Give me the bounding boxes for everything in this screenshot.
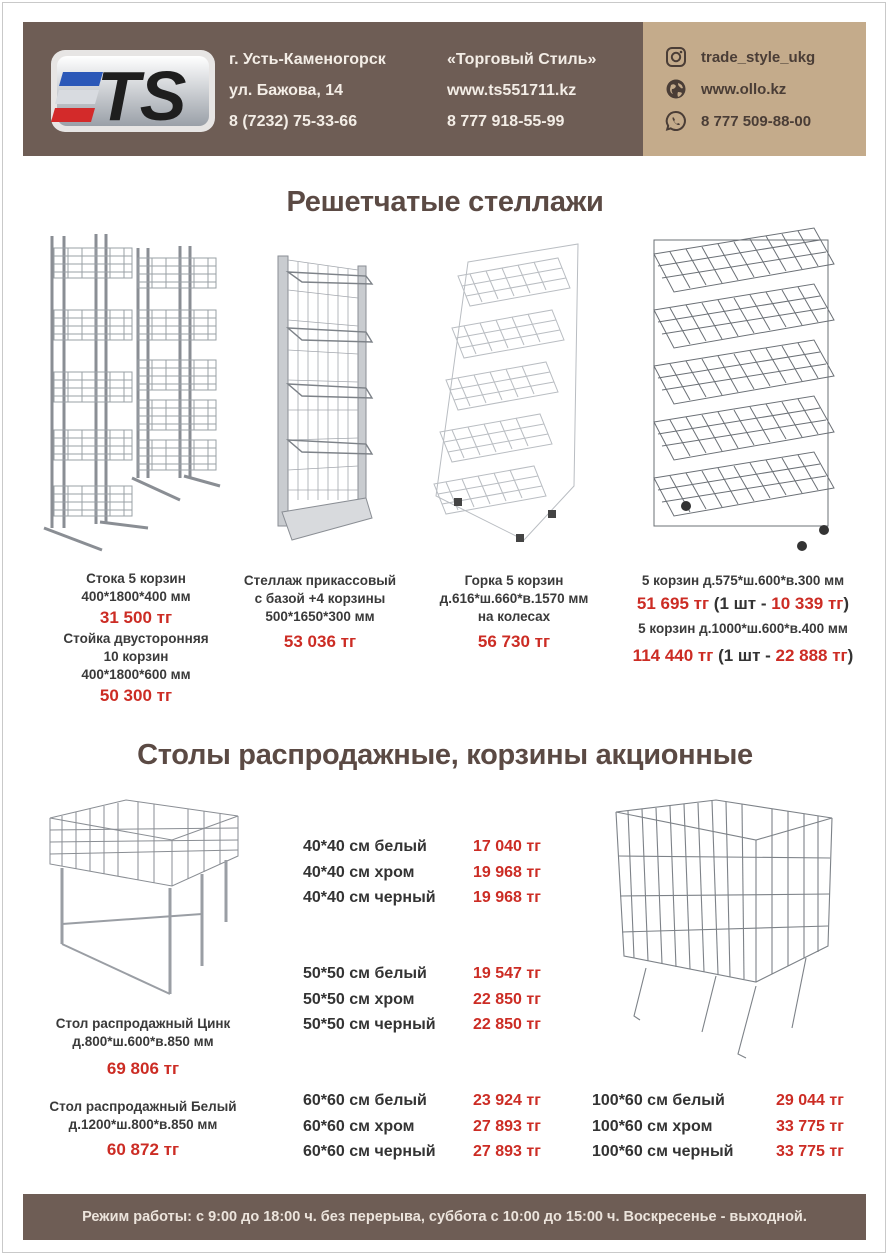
header [23, 22, 866, 156]
white-table-info [38, 1098, 248, 1162]
product-price: 69 806 тг [106, 1059, 180, 1078]
basket-hill-image [428, 236, 588, 548]
header-contacts [23, 22, 643, 156]
product-dims: д.1200*ш.800*в.850 мм [68, 1117, 218, 1132]
product-name: Стойка двусторонняя [63, 631, 209, 646]
product-price: 50 300 тг [99, 686, 173, 705]
site-link[interactable]: www.ollo.kz [701, 80, 787, 98]
chrome-baskets-image [646, 216, 842, 556]
product-price: 56 730 тг [477, 632, 551, 651]
phone-landline: 8 (7232) 75-33-66 [229, 113, 358, 130]
chrome-baskets-info [612, 572, 874, 668]
product-price-row: 51 695 тг (1 шт - 10 339 тг) [636, 594, 850, 613]
basket-price: 17 040 тг [473, 838, 541, 855]
basket-label: 40*40 см белый [303, 838, 427, 855]
basket-price: 29 044 тг [776, 1092, 844, 1109]
basket-price: 22 850 тг [473, 990, 541, 1008]
product-price: 51 695 тг [636, 594, 710, 613]
product-note: на колесах [477, 609, 551, 624]
stand-5-baskets-info [38, 570, 234, 708]
company-column [447, 44, 596, 137]
instagram-handle[interactable]: trade_style_ukg [701, 48, 816, 66]
product-price: 114 440 тг [632, 646, 714, 665]
product-price-row: 114 440 тг (1 шт - 22 888 тг) [632, 646, 854, 665]
product-price: 60 872 тг [106, 1140, 180, 1159]
basket-price: 22 850 тг [473, 1016, 541, 1033]
header-social [643, 22, 866, 156]
basket-price: 27 893 тг [473, 1143, 541, 1160]
product-name: с базой +4 корзины [254, 591, 386, 606]
city: г. Усть-Каменогорск [229, 51, 386, 68]
globe-icon [665, 78, 687, 100]
product-dims: д.800*ш.600*в.850 мм [72, 1034, 214, 1049]
product-name: Горка 5 корзин [464, 573, 564, 588]
ts-logo [47, 44, 219, 138]
basket-stands-image [40, 228, 230, 558]
basket-label: 60*60 см хром [303, 1117, 415, 1135]
basket-label: 100*60 см черный [592, 1143, 734, 1160]
product-name: Стол распродажный Цинк [55, 1016, 231, 1031]
basket-price: 33 775 тг [776, 1143, 844, 1160]
product-price: 31 500 тг [99, 608, 173, 627]
product-name: 10 корзин [103, 649, 169, 664]
unit-price: 22 888 тг [775, 646, 848, 665]
basket-label: 50*50 см белый [303, 965, 427, 982]
address-column [229, 44, 386, 137]
product-name: Стеллаж прикассовый [243, 573, 397, 588]
street: ул. Бажова, 14 [229, 82, 344, 99]
product-price: 53 036 тг [283, 632, 357, 651]
company-name: «Торговый Стиль» [447, 51, 597, 68]
section-title-sale-tables: Столы распродажные, корзины акционные [137, 739, 753, 771]
basket-60-price-list [303, 1088, 541, 1165]
website-link[interactable]: www.ts551711.kz [447, 82, 577, 99]
checkout-rack-image [268, 250, 378, 545]
product-name: Стол распродажный Белый [49, 1099, 237, 1114]
basket-price: 19 968 тг [473, 863, 541, 881]
basket-price: 33 775 тг [776, 1117, 844, 1135]
zinc-table-info [38, 1015, 248, 1081]
section-title-racks: Решетчатые стеллажи [286, 186, 604, 218]
basket-label: 60*60 см черный [303, 1143, 436, 1160]
svg-text:TS: TS [97, 57, 187, 135]
product-dims: д.616*ш.660*в.1570 мм [439, 591, 589, 606]
basket-label: 100*60 см белый [592, 1092, 725, 1109]
basket-price: 23 924 тг [473, 1092, 541, 1109]
product-name: Стока 5 корзин [86, 571, 186, 586]
basket-label: 60*60 см белый [303, 1092, 427, 1109]
basket-price: 19 968 тг [473, 889, 541, 906]
whatsapp-icon [665, 110, 687, 132]
checkout-rack-info [232, 572, 408, 654]
product-name: 5 корзин д.575*ш.600*в.300 мм [641, 573, 845, 588]
product-dims: 400*1800*600 мм [81, 667, 191, 682]
basket-label: 40*40 см хром [303, 863, 415, 881]
promo-basket-image [606, 796, 836, 1066]
basket-50-price-list [303, 961, 541, 1038]
basket-label: 50*50 см черный [303, 1016, 436, 1033]
sale-table-image [42, 794, 246, 1000]
whatsapp-number[interactable]: 8 777 509-88-00 [701, 112, 812, 130]
product-dims: 400*1800*400 мм [81, 589, 191, 604]
basket-hill-info [418, 572, 610, 654]
basket-label: 100*60 см хром [592, 1117, 713, 1135]
basket-40-price-list [303, 834, 541, 911]
basket-label: 40*40 см черный [303, 889, 436, 906]
product-name: 5 корзин д.1000*ш.600*в.400 мм [638, 621, 848, 636]
footer-working-hours: Режим работы: с 9:00 до 18:00 ч. без перерыва, суббота с 10:00 до 15:00 ч. Воскресенье - выходной. [23, 1194, 866, 1240]
basket-label: 50*50 см хром [303, 990, 415, 1008]
basket-price: 27 893 тг [473, 1117, 541, 1135]
basket-price: 19 547 тг [473, 965, 541, 982]
product-dims: 500*1650*300 мм [265, 609, 375, 624]
instagram-icon [665, 46, 687, 68]
basket-100-price-list [592, 1088, 844, 1165]
phone-mobile: 8 777 918-55-99 [447, 113, 565, 130]
unit-price: 10 339 тг [771, 594, 844, 613]
